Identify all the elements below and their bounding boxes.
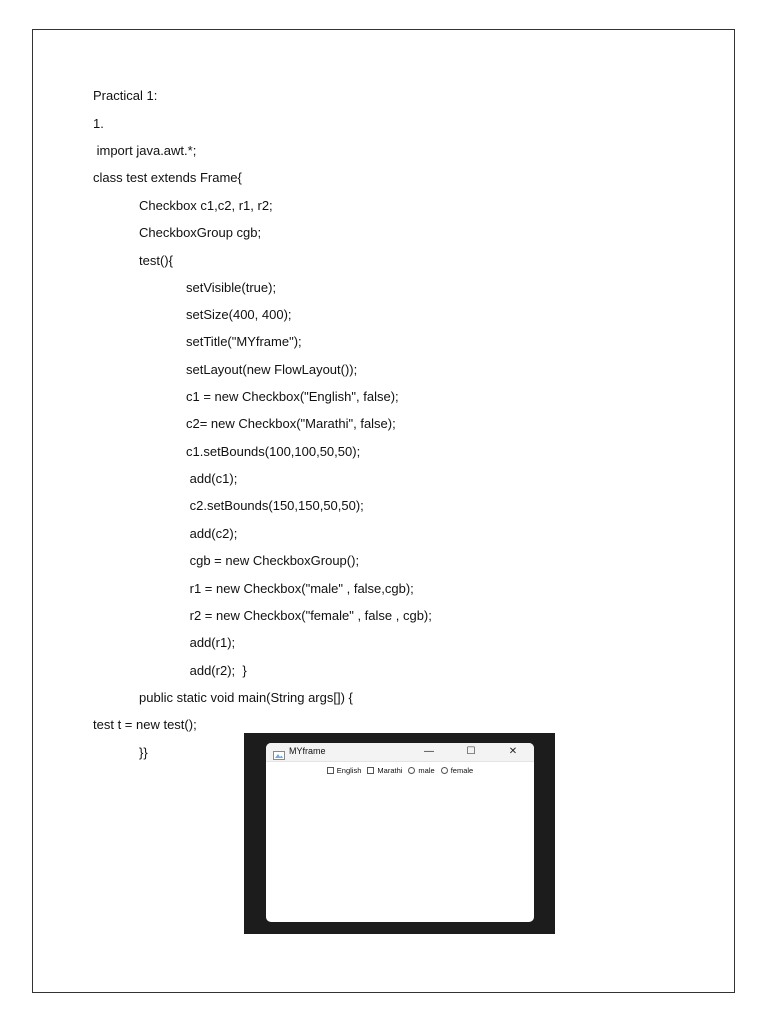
- code-line: add(c1);: [186, 471, 238, 486]
- java-app-icon: [273, 747, 285, 756]
- radio-female[interactable]: [441, 766, 474, 775]
- checkbox-english[interactable]: [327, 766, 362, 775]
- window-titlebar: [266, 743, 534, 762]
- code-line: setTitle("MYframe");: [186, 334, 302, 349]
- code-line: test t = new test();: [93, 717, 197, 732]
- code-line: c2= new Checkbox("Marathi", false);: [186, 416, 396, 431]
- code-line: add(r2); }: [186, 663, 247, 678]
- radio-circle-icon[interactable]: [441, 767, 448, 774]
- code-line: c1 = new Checkbox("English", false);: [186, 389, 399, 404]
- close-icon[interactable]: ✕: [508, 746, 518, 757]
- heading-practical: Practical 1:: [93, 88, 158, 103]
- code-line: setSize(400, 400);: [186, 307, 292, 322]
- frame-screenshot: [244, 733, 555, 934]
- radio-circle-icon[interactable]: [408, 767, 415, 774]
- code-line: Checkbox c1,c2, r1, r2;: [139, 198, 273, 213]
- code-line: cgb = new CheckboxGroup();: [186, 553, 360, 568]
- maximize-icon[interactable]: ☐: [466, 746, 476, 757]
- code-line: add(r1);: [186, 635, 236, 650]
- window-title: MYframe: [289, 746, 326, 756]
- code-line: c1.setBounds(100,100,50,50);: [186, 444, 361, 459]
- myframe-window: [266, 743, 534, 922]
- code-line: r2 = new Checkbox("female" , false , cgb);: [186, 608, 432, 623]
- code-line: CheckboxGroup cgb;: [139, 225, 262, 240]
- checkbox-label: Marathi: [377, 765, 403, 775]
- code-line: public static void main(String args[]) {: [139, 690, 353, 705]
- radio-male[interactable]: [408, 766, 434, 775]
- code-line: test(){: [139, 253, 173, 268]
- radio-label: female: [450, 765, 474, 775]
- code-line: import java.awt.*;: [93, 143, 197, 158]
- code-line: class test extends Frame{: [93, 170, 242, 185]
- code-line: setVisible(true);: [186, 280, 277, 295]
- checkbox-square-icon[interactable]: [367, 767, 374, 774]
- code-line: r1 = new Checkbox("male" , false,cgb);: [186, 581, 414, 596]
- code-line: }}: [139, 745, 148, 760]
- checkbox-label: English: [336, 765, 362, 775]
- radio-label: male: [418, 765, 435, 775]
- checkbox-square-icon[interactable]: [327, 767, 334, 774]
- flow-layout-controls: [266, 763, 534, 777]
- code-line: add(c2);: [186, 526, 238, 541]
- code-line: c2.setBounds(150,150,50,50);: [186, 498, 364, 513]
- minimize-icon[interactable]: —: [424, 746, 434, 757]
- code-line: setLayout(new FlowLayout());: [186, 362, 358, 377]
- item-number: 1.: [93, 116, 104, 131]
- checkbox-marathi[interactable]: [367, 766, 402, 775]
